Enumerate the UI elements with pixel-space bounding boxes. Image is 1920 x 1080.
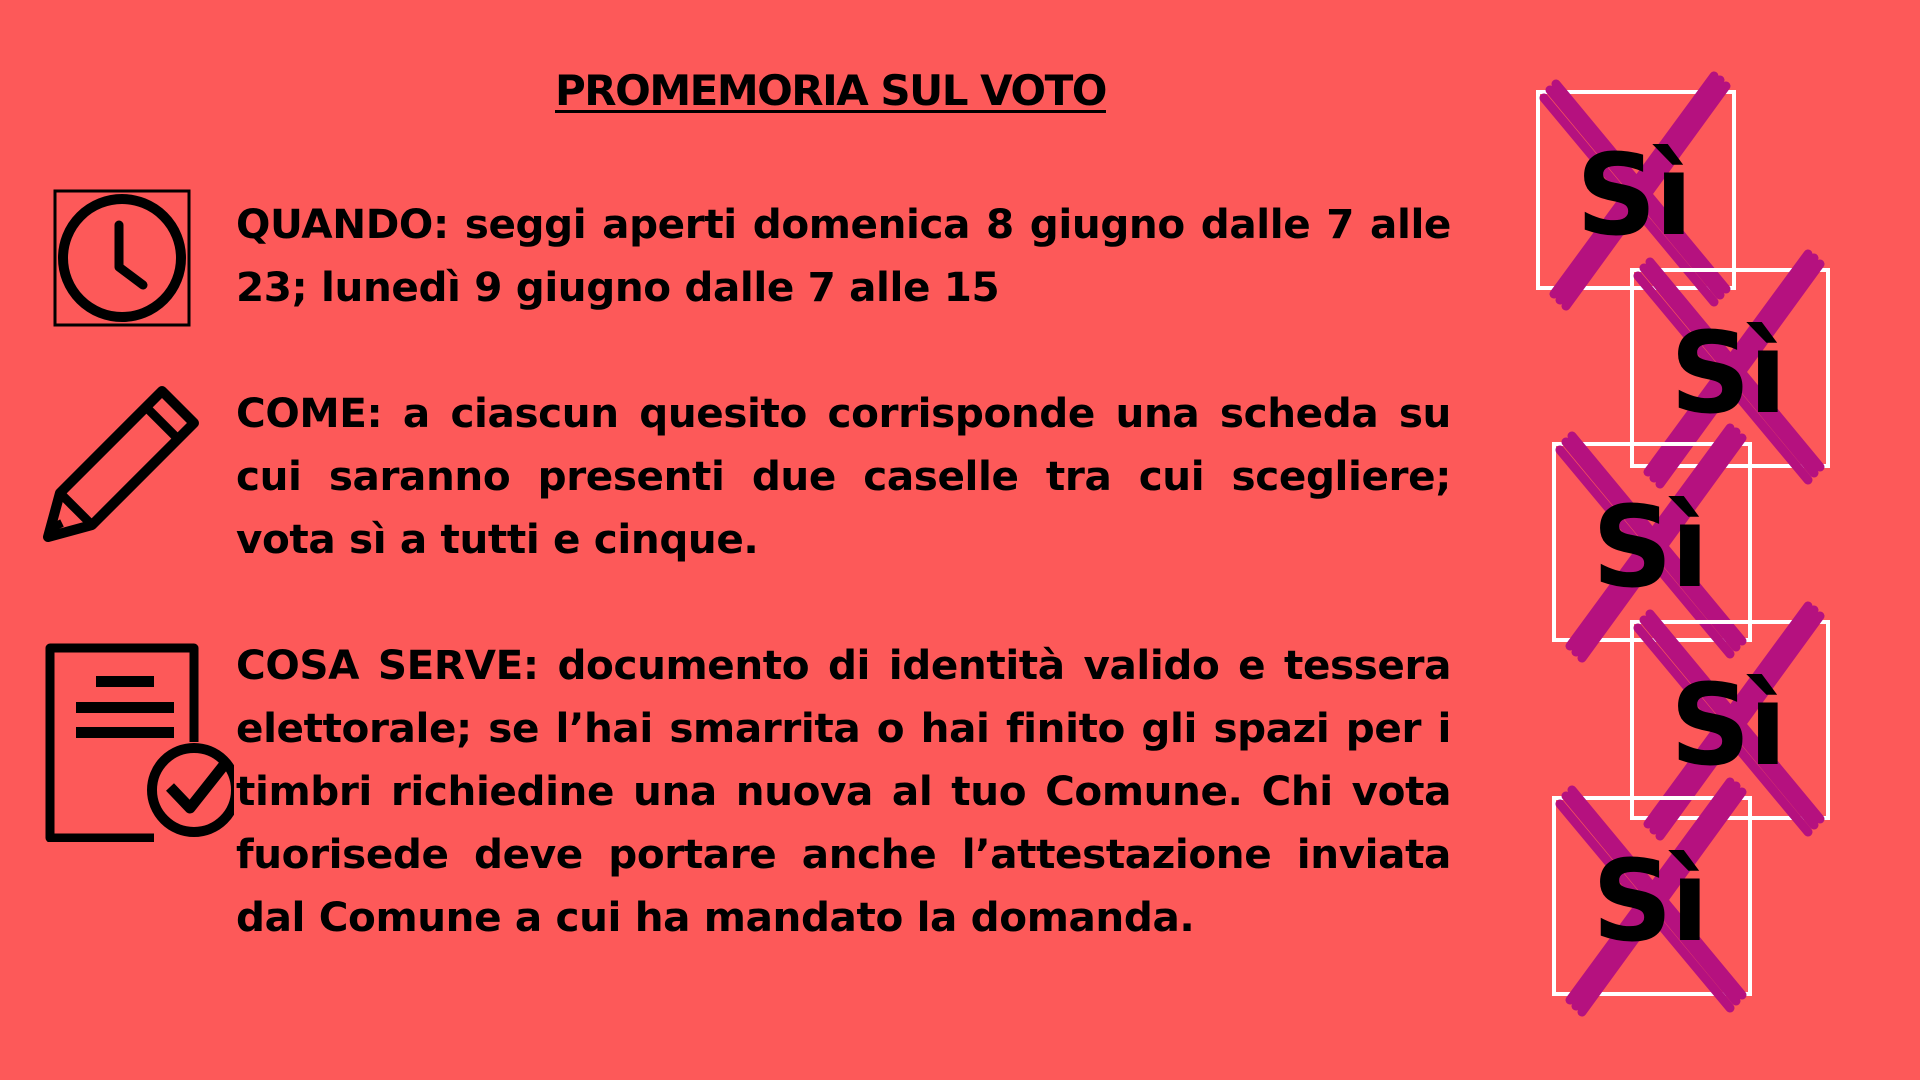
section-cosa-serve-text: documento di identità valido e tessera elettorale; se l’hai smarrita o hai finito gli spazi per i timbri richiedine una nuova al tuo Comune. Chi vota fuorisede deve portare anche l’attestazione inviata dal Comune a cui ha mandato la domanda. [236, 641, 1451, 941]
si-mark: Sì [1670, 309, 1786, 439]
section-come [236, 382, 1451, 571]
si-mark: Sì [1576, 131, 1692, 261]
document-check-icon [44, 642, 234, 842]
page-title: PROMEMORIA SUL VOTO [555, 66, 1106, 115]
section-quando [236, 193, 1451, 319]
section-come-label: COME: [236, 389, 383, 437]
pencil-icon [42, 383, 202, 543]
section-cosa-serve [236, 634, 1451, 949]
section-quando-text: seggi aperti domenica 8 giugno dalle 7 alle 23; lunedì 9 giugno dalle 7 alle 15 [236, 200, 1451, 311]
section-quando-label: QUANDO: [236, 200, 449, 248]
si-mark: Sì [1670, 661, 1786, 791]
section-come-text: a ciascun quesito corrisponde una scheda su cui saranno presenti due caselle tra cui scegliere; vota sì a tutti e cinque. [236, 389, 1451, 563]
si-mark: Sì [1592, 837, 1708, 967]
si-mark: Sì [1592, 483, 1708, 613]
section-cosa-serve-label: COSA SERVE: [236, 641, 539, 689]
clock-icon [53, 189, 191, 327]
